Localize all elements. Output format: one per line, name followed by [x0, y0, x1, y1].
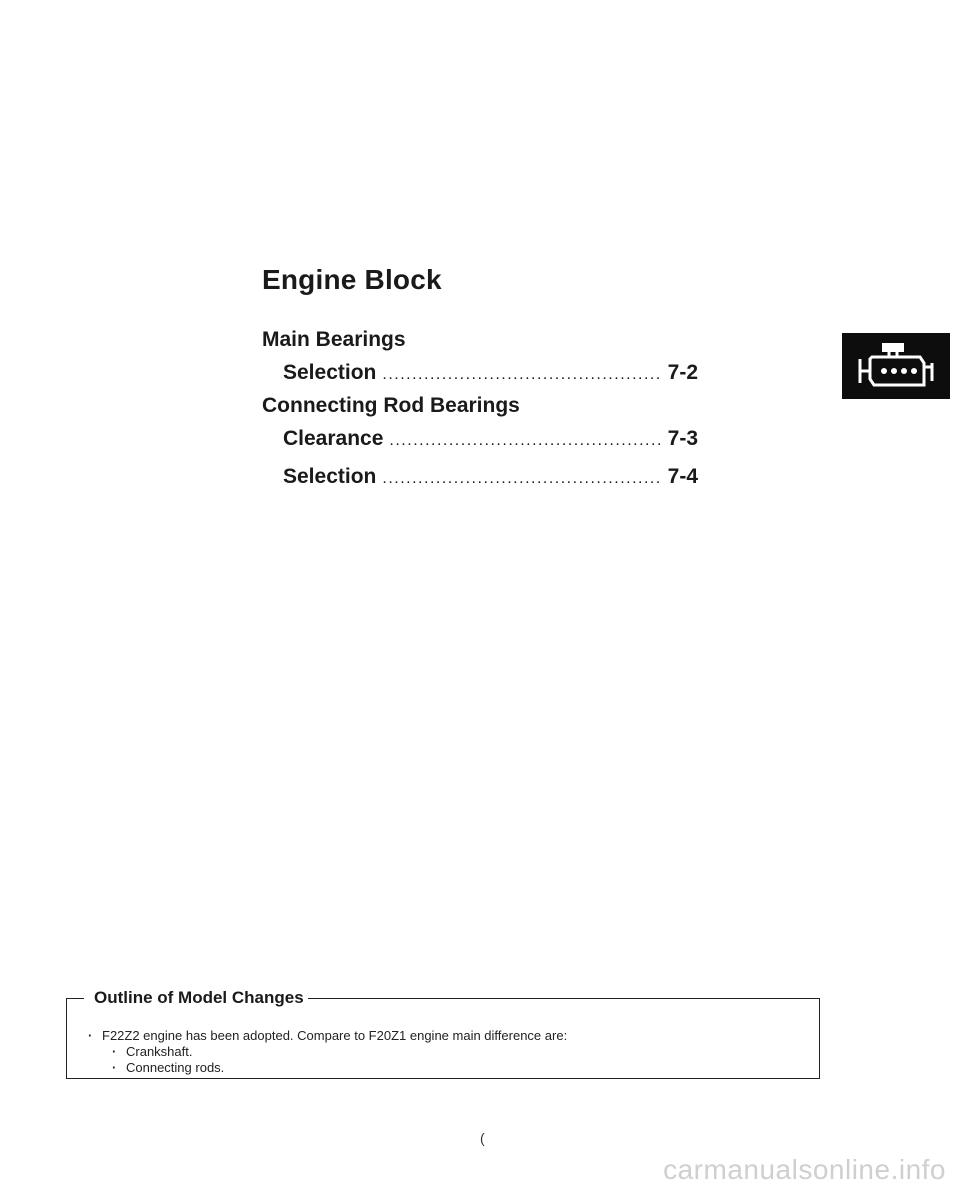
outline-subitem: · Crankshaft. — [112, 1044, 567, 1060]
toc-leader-dots — [382, 462, 661, 496]
toc-page-number: 7-2 — [667, 361, 698, 384]
outline-body — [88, 1028, 567, 1076]
toc-entry-main-bearings-selection[interactable] — [262, 356, 712, 390]
page-title: Engine Block — [262, 264, 442, 295]
page-mark: ( — [480, 1130, 485, 1146]
outline-heading: Outline of Model Changes — [90, 988, 308, 1008]
outline-item: · F22Z2 engine has been adopted. Compare to F20Z1 engine main difference are: — [88, 1028, 567, 1044]
watermark: carmanualsonline.info — [663, 1154, 946, 1185]
toc-entry-rod-bearings-clearance[interactable] — [262, 422, 712, 456]
toc-heading-connecting-rod-bearings: Connecting Rod Bearings — [262, 394, 520, 417]
toc-entry-rod-bearings-selection[interactable] — [262, 460, 712, 494]
toc-entry-label: Clearance — [283, 427, 384, 450]
toc-entry-label: Selection — [283, 465, 377, 488]
toc-heading-main-bearings: Main Bearings — [262, 328, 406, 351]
toc-page-number: 7-4 — [667, 465, 698, 488]
toc-entry-label: Selection — [283, 361, 377, 384]
section-tab[interactable] — [842, 333, 950, 399]
outline-subitems — [88, 1044, 567, 1076]
engine-icon — [842, 333, 950, 399]
table-of-contents — [262, 324, 712, 494]
toc-leader-dots — [382, 358, 661, 392]
outline-subitem: · Connecting rods. — [112, 1060, 567, 1076]
toc-page-number: 7-3 — [667, 427, 698, 450]
toc-leader-dots — [389, 424, 661, 458]
